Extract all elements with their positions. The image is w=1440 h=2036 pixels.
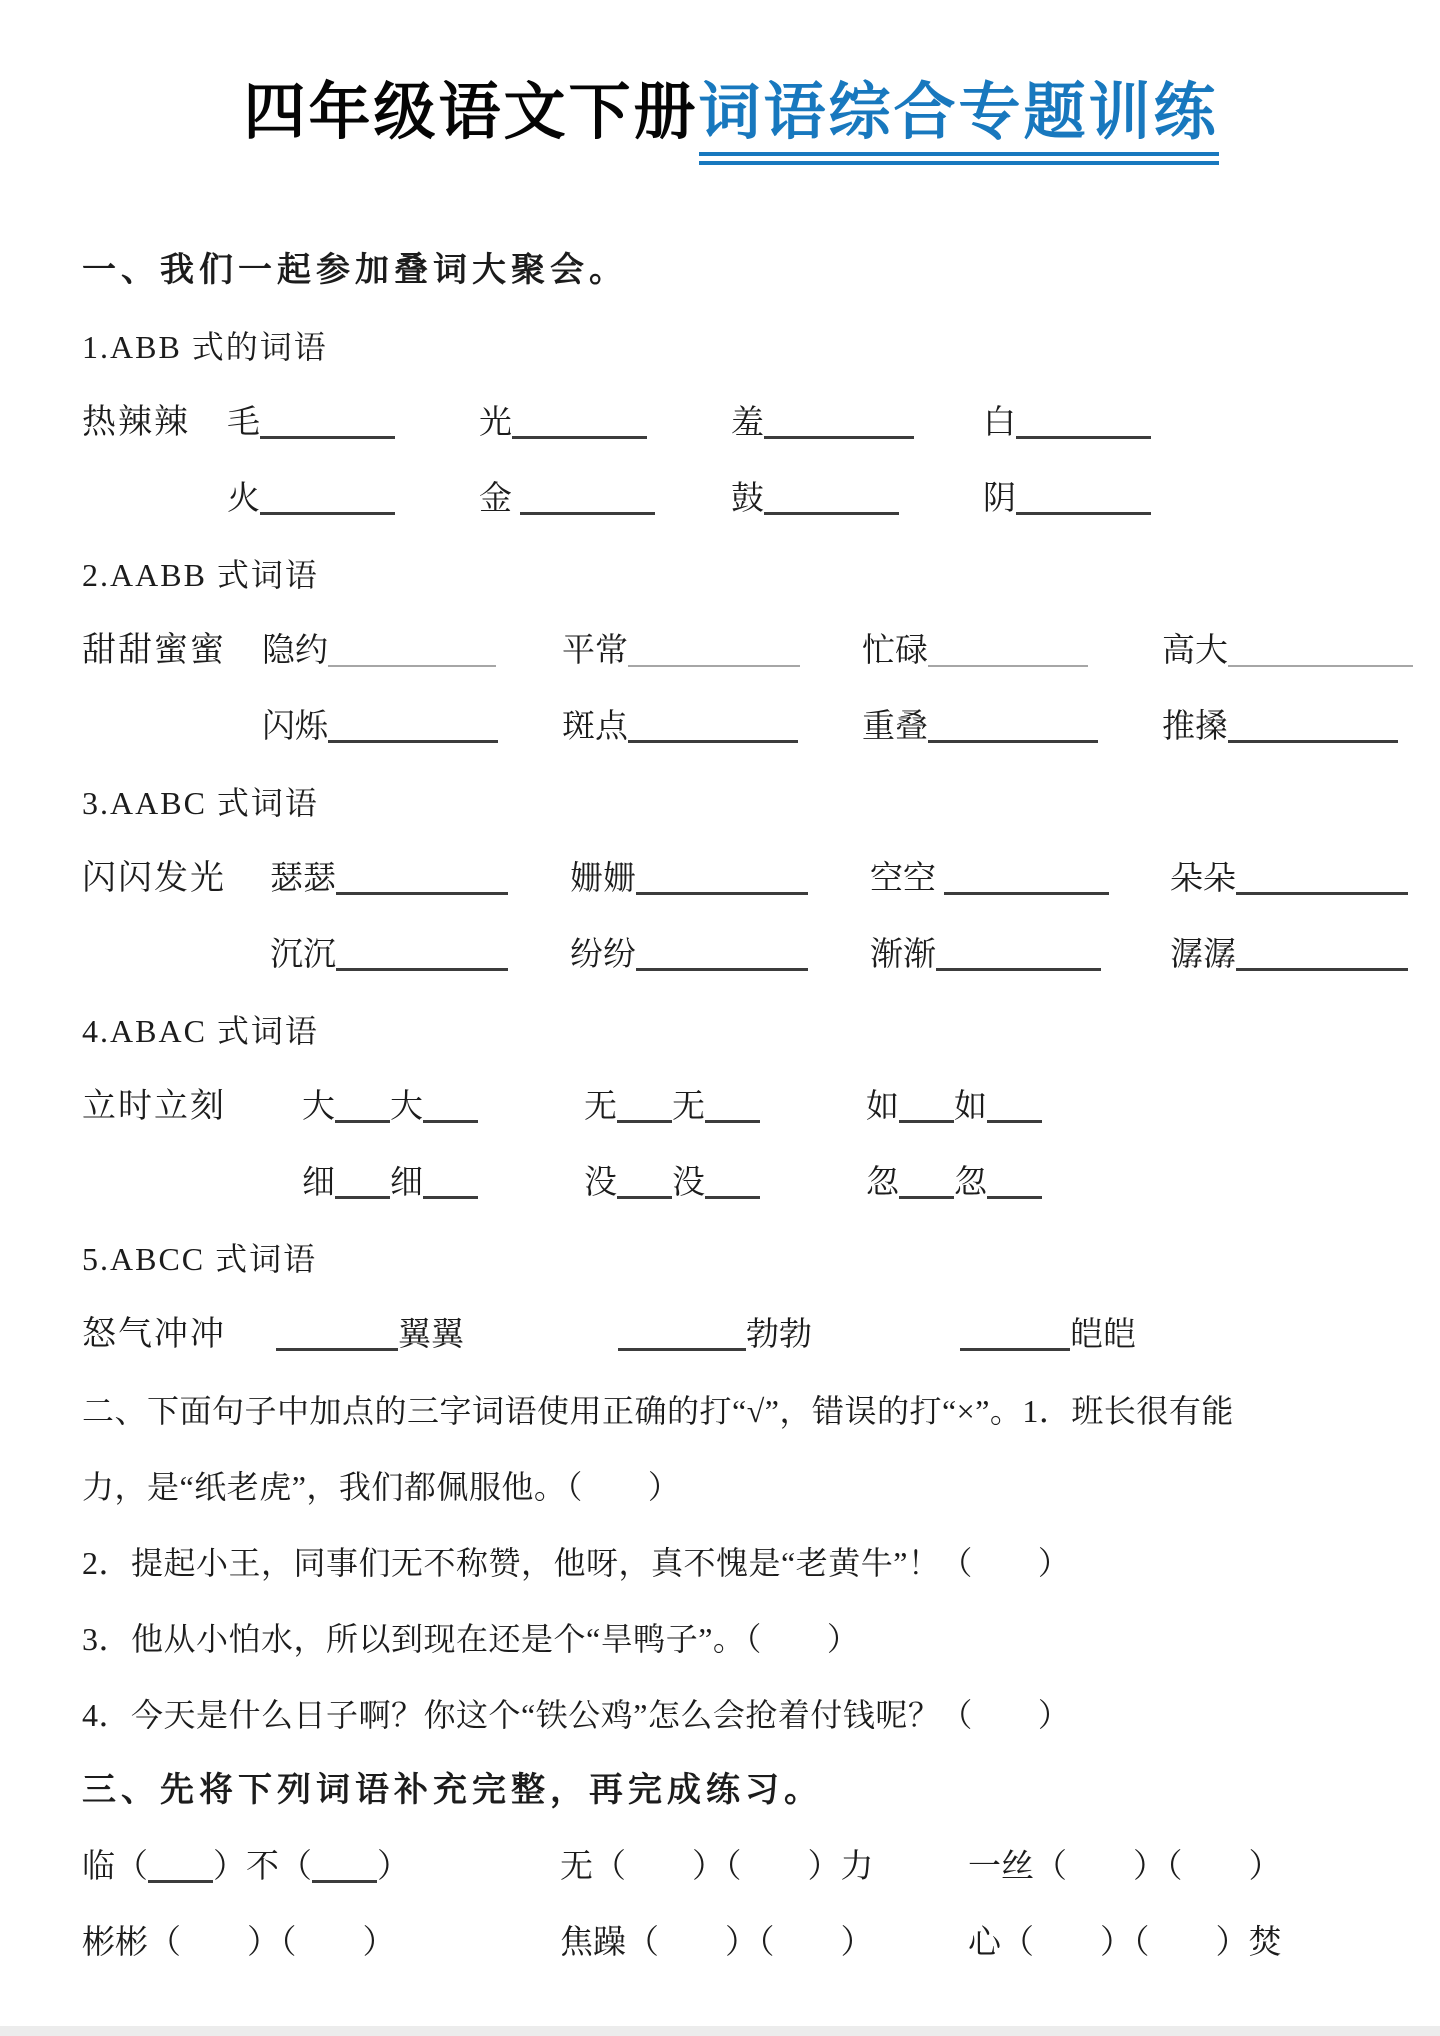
blank-line [1236, 962, 1408, 971]
blank-line [987, 1190, 1042, 1199]
word-row [82, 1162, 1380, 1204]
word-text: 姗姗 [570, 861, 636, 897]
subsection-label: 5.ABCC 式词语 [82, 1241, 318, 1277]
word-item [262, 706, 562, 748]
word-row [82, 706, 1380, 748]
word-text: 一丝（ ）（ ） [968, 1849, 1282, 1885]
word-item [479, 402, 731, 444]
section2-body [82, 1390, 1380, 1736]
title-topic-part: 词语综合专题训练 [699, 78, 1219, 156]
blank-line [928, 734, 1098, 743]
word-item [1162, 630, 1440, 672]
word-text: 细 [390, 1165, 423, 1201]
blank-line [328, 734, 498, 743]
word-item [302, 1086, 584, 1128]
word-item [870, 934, 1170, 976]
blank-line [987, 1114, 1042, 1123]
blank-line [148, 1874, 213, 1883]
word-item [479, 478, 731, 520]
word-item [82, 1846, 560, 1888]
word-item [862, 706, 1162, 748]
blank-line [336, 886, 508, 895]
word-item [618, 1314, 960, 1356]
example-word: 怒气冲冲 [82, 1316, 226, 1353]
word-text: 瑟瑟 [270, 861, 336, 897]
word-item [82, 1922, 560, 1964]
word-row [82, 1086, 1380, 1128]
word-item [570, 934, 870, 976]
word-item [270, 934, 570, 976]
word-text: 朵朵 [1170, 861, 1236, 897]
blank-line [618, 1342, 746, 1351]
section1-heading: 一、我们一起参加叠词大聚会。 [82, 252, 628, 289]
blank-line [260, 430, 395, 439]
blank-line [512, 430, 647, 439]
title-course-part: 四年级语文下册 [243, 78, 699, 147]
word-item [731, 402, 983, 444]
sentence-line: 3．他从小怕水，所以到现在还是个“旱鸭子”。（ ） [82, 1621, 860, 1657]
example-word: 甜甜蜜蜜 [82, 632, 226, 669]
blank-line [636, 886, 808, 895]
blank-line [764, 430, 914, 439]
blank-line [636, 962, 808, 971]
page-bottom-edge [0, 2026, 1440, 2036]
word-item [227, 478, 479, 520]
blank-line [764, 506, 899, 515]
word-item [227, 402, 479, 444]
section1-body [82, 326, 1380, 1356]
word-text: 平常 [562, 633, 628, 669]
word-text: 细 [302, 1165, 335, 1201]
blank-line [1016, 430, 1151, 439]
blank-line [276, 1342, 398, 1351]
word-item [584, 1086, 866, 1128]
word-item [270, 858, 570, 900]
blank-line [899, 1190, 954, 1199]
word-item [276, 1314, 618, 1356]
word-text: 火 [227, 481, 260, 517]
word-item [1170, 934, 1440, 976]
sentence-line: 力，是“纸老虎”，我们都佩服他。（ ） [82, 1469, 681, 1505]
blank-line [617, 1190, 672, 1199]
section3-heading: 三、先将下列词语补充完整，再完成练习。 [82, 1772, 823, 1809]
word-text: 闪烁 [262, 709, 328, 745]
word-text: 沉沉 [270, 937, 336, 973]
blank-line [520, 506, 655, 515]
word-text: 隐约 [262, 633, 328, 669]
word-text: 没 [584, 1165, 617, 1201]
word-text: ）不（ [213, 1849, 312, 1885]
word-text: 没 [672, 1165, 705, 1201]
blank-line [1016, 506, 1151, 515]
word-row [82, 402, 1380, 444]
word-text: 光 [479, 405, 512, 441]
word-text: 鼓 [731, 481, 764, 517]
subsection-label: 2.AABB 式词语 [82, 557, 319, 593]
word-text: 白 [983, 405, 1016, 441]
word-item [560, 1846, 968, 1888]
word-text: 忙碌 [862, 633, 928, 669]
blank-line [617, 1114, 672, 1123]
word-item [968, 1922, 1282, 1964]
word-item [862, 630, 1162, 672]
word-text: 高大 [1162, 633, 1228, 669]
word-row [82, 1314, 1380, 1356]
page-title [82, 78, 1380, 165]
word-row [82, 630, 1380, 672]
word-item [562, 630, 862, 672]
word-text: 皑皑 [1070, 1317, 1136, 1353]
word-row [82, 934, 1380, 976]
word-item [870, 858, 1170, 900]
word-text: 金 [479, 481, 521, 517]
blank-line [936, 962, 1101, 971]
word-text: 无 [672, 1089, 705, 1125]
word-item [960, 1314, 1302, 1356]
word-item [983, 402, 1235, 444]
blank-line [260, 506, 395, 515]
subsection-label: 3.AABC 式词语 [82, 785, 319, 821]
example-word: 闪闪发光 [82, 860, 226, 897]
word-text: 重叠 [862, 709, 928, 745]
title-topic-underline [699, 78, 1219, 165]
blank-line [335, 1190, 390, 1199]
word-item [584, 1162, 866, 1204]
word-text: 纷纷 [570, 937, 636, 973]
word-text: 阴 [983, 481, 1016, 517]
blank-line [960, 1342, 1070, 1351]
word-item [302, 1162, 584, 1204]
sentence-line: 2．提起小王，同事们无不称赞，他呀，真不愧是“老黄牛”！（ ） [82, 1545, 1071, 1581]
word-text: 大 [302, 1089, 335, 1125]
blank-line [944, 886, 1109, 895]
word-text: 焦躁（ ）（ ） [560, 1925, 874, 1961]
blank-line [705, 1190, 760, 1199]
word-text: 潺潺 [1170, 937, 1236, 973]
subsection-label: 4.ABAC 式词语 [82, 1013, 319, 1049]
example-word: 热辣辣 [82, 404, 190, 441]
word-text: 忽 [866, 1165, 899, 1201]
word-text: 推搡 [1162, 709, 1228, 745]
word-item [983, 478, 1235, 520]
blank-line [628, 659, 800, 667]
word-text: 心（ ）（ ）焚 [968, 1925, 1282, 1961]
blank-line [705, 1114, 760, 1123]
word-item [866, 1086, 1148, 1128]
word-text: 如 [866, 1089, 899, 1125]
word-item [1170, 858, 1440, 900]
word-text: 大 [390, 1089, 423, 1125]
word-item [562, 706, 862, 748]
blank-line [628, 734, 798, 743]
word-item [262, 630, 562, 672]
word-text: 如 [954, 1089, 987, 1125]
word-text: 翼翼 [398, 1317, 464, 1353]
word-text: 羞 [731, 405, 764, 441]
subsection-label: 1.ABB 式的词语 [82, 329, 328, 365]
word-item [570, 858, 870, 900]
word-item [731, 478, 983, 520]
word-text: 忽 [954, 1165, 987, 1201]
blank-line [1228, 734, 1398, 743]
sentence-line: 4．今天是什么日子啊？你这个“铁公鸡”怎么会抢着付钱呢？（ ） [82, 1697, 1071, 1733]
section3-body [82, 1846, 1380, 1964]
word-text: 空空 [870, 861, 945, 897]
word-text: 斑点 [562, 709, 628, 745]
word-text: 彬彬（ ）（ ） [82, 1925, 396, 1961]
blank-line [899, 1114, 954, 1123]
word-text: ） [377, 1849, 410, 1885]
blank-line [328, 659, 496, 667]
word-row [82, 478, 1380, 520]
word-item [968, 1846, 1282, 1888]
blank-line [423, 1114, 478, 1123]
blank-line [336, 962, 508, 971]
blank-line [423, 1190, 478, 1199]
word-item [560, 1922, 968, 1964]
word-item [866, 1162, 1148, 1204]
completion-row [82, 1846, 1380, 1888]
word-text: 无（ ）（ ）力 [560, 1849, 874, 1885]
word-row [82, 858, 1380, 900]
sentence-line: 二、下面句子中加点的三字词语使用正确的打“√”，错误的打“×”。1．班长很有能 [82, 1393, 1234, 1429]
blank-line [928, 659, 1088, 667]
example-word: 立时立刻 [82, 1088, 226, 1125]
word-text: 毛 [227, 405, 260, 441]
blank-line [1236, 886, 1408, 895]
word-item [1162, 706, 1440, 748]
blank-line [1228, 659, 1413, 667]
word-text: 渐渐 [870, 937, 936, 973]
blank-line [335, 1114, 390, 1123]
blank-line [312, 1874, 377, 1883]
word-text: 临（ [82, 1849, 148, 1885]
word-text: 无 [584, 1089, 617, 1125]
completion-row [82, 1922, 1380, 1964]
word-text: 勃勃 [746, 1317, 812, 1353]
